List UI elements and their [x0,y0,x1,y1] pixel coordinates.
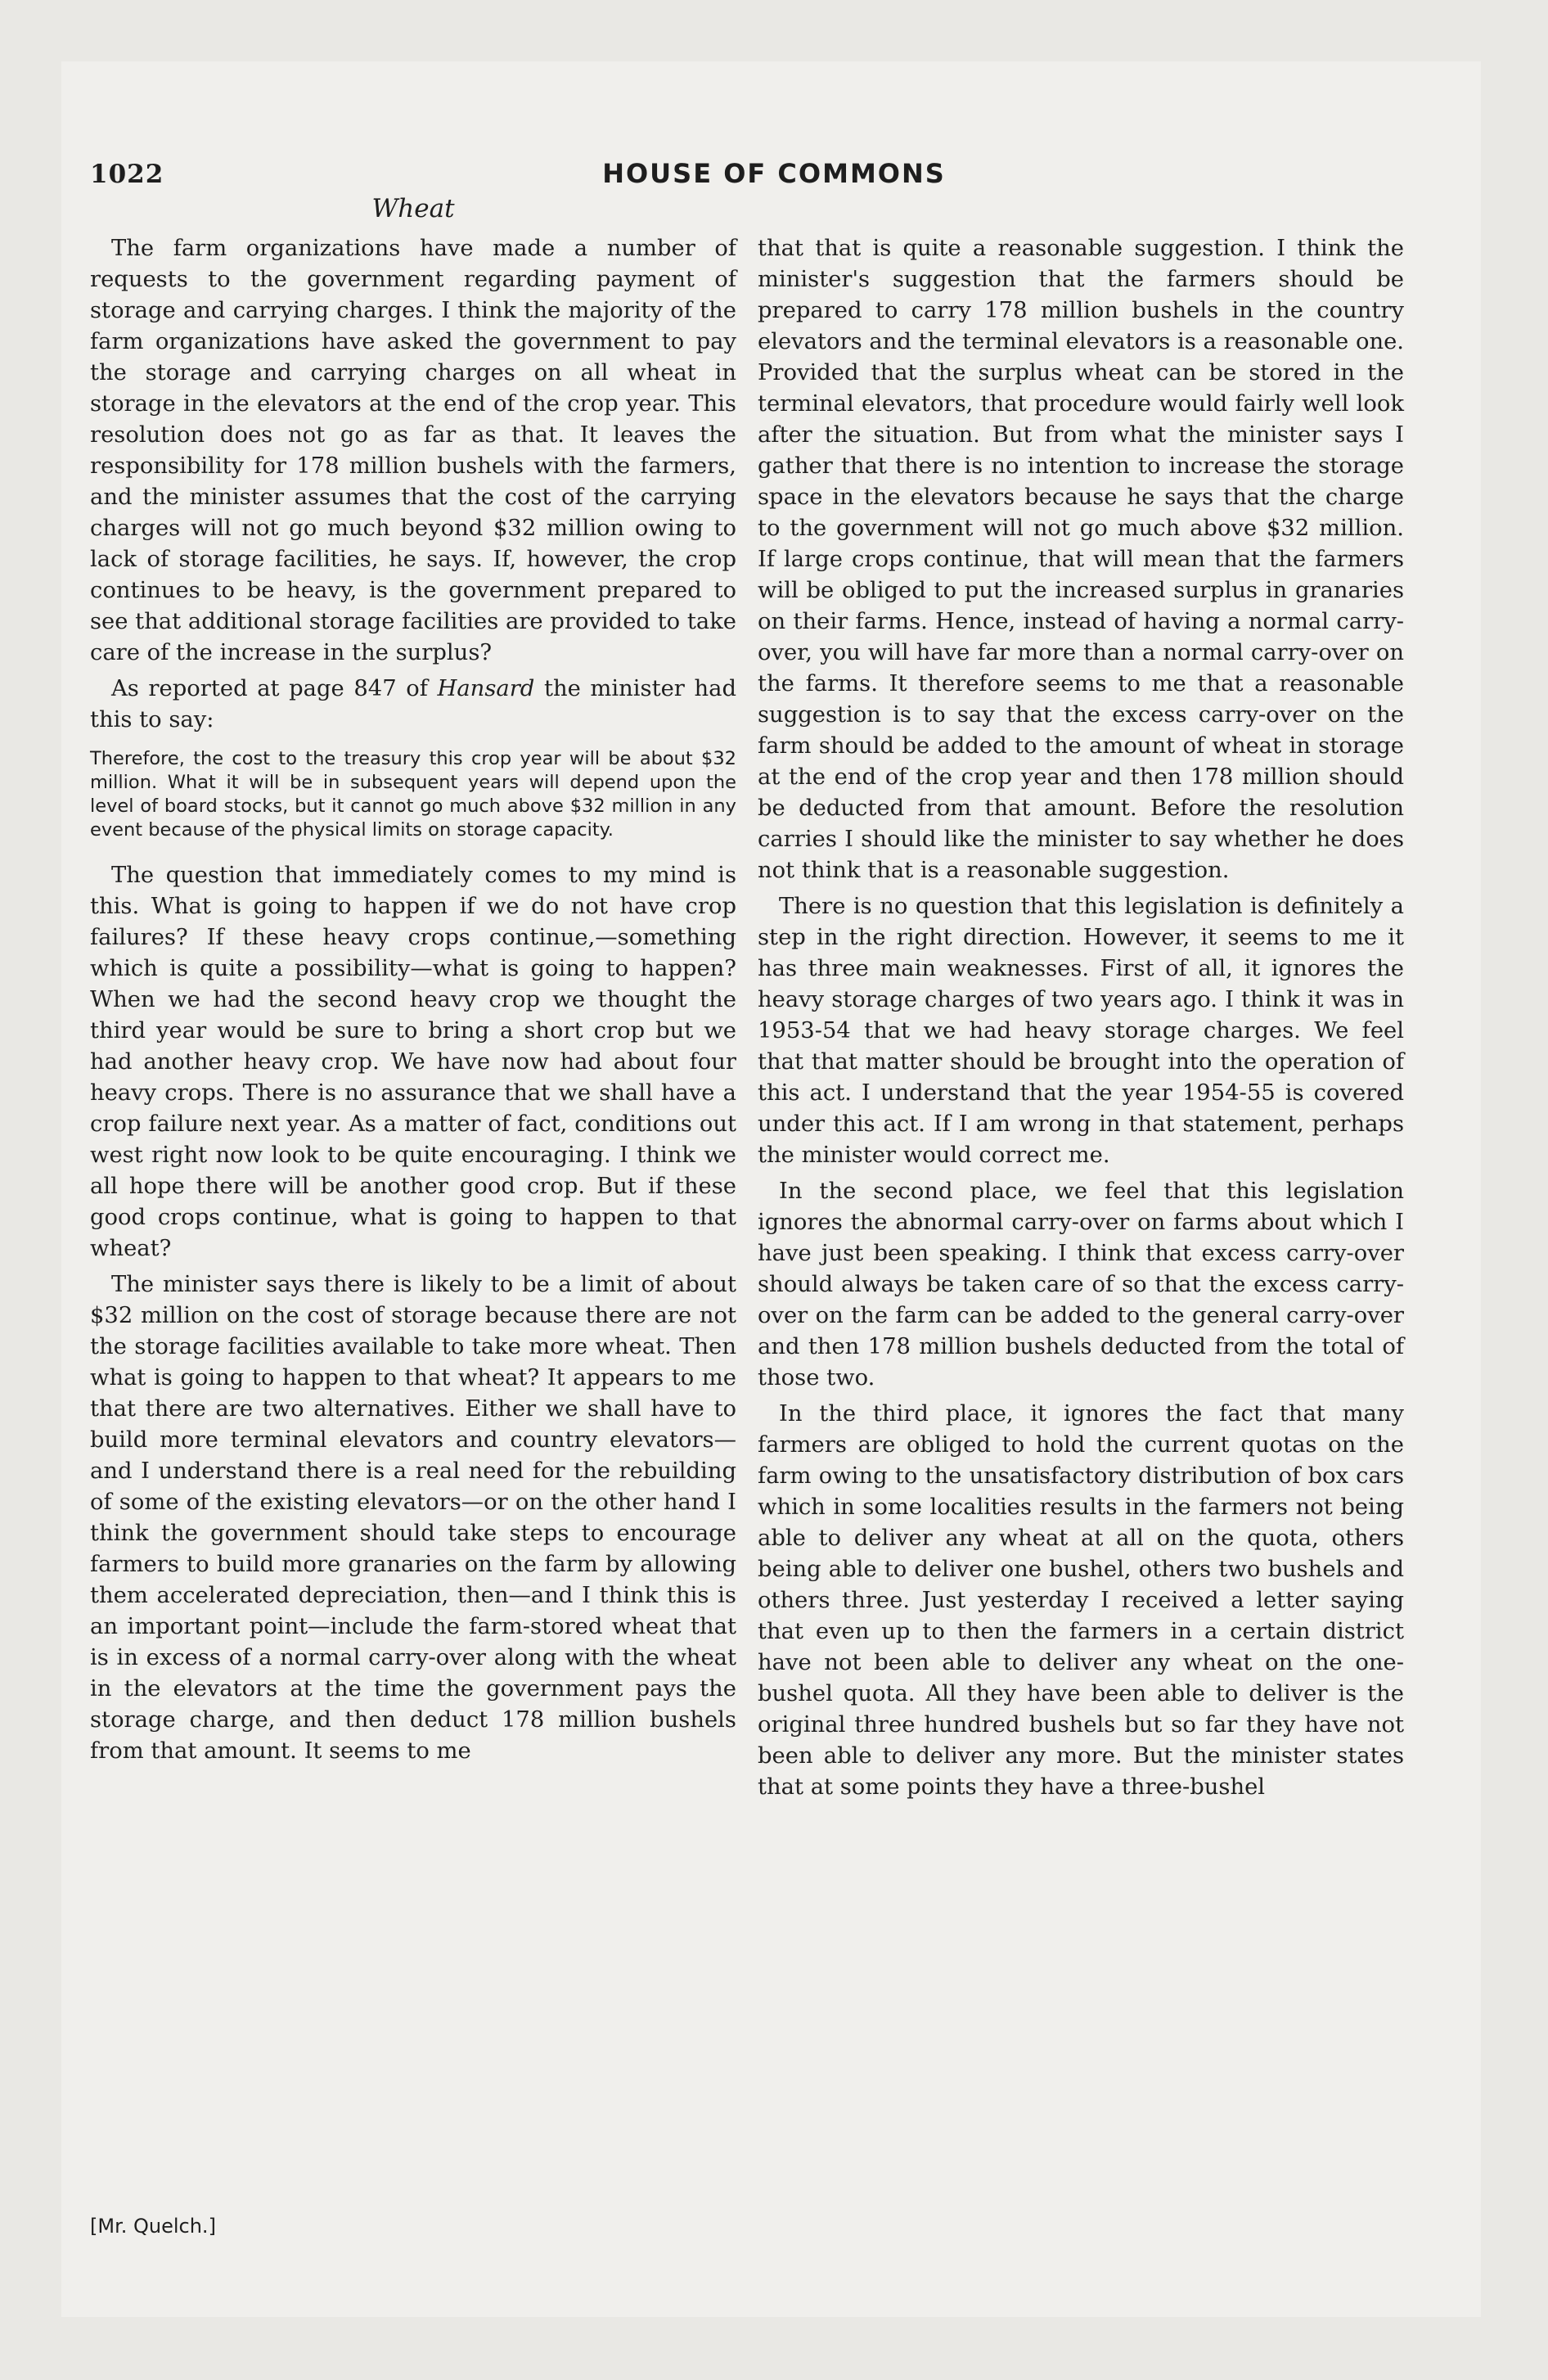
paragraph: The question that immediately comes to my mind is this. What is going to happen if we do not have crop failures? If these heavy crops continue,—something which is quite a possibility—what is going to happen? When we had the second heavy crop we thought the third year would be sure to bring a short crop but we had another heavy crop. We have now had about four heavy crops. There is no assurance that we shall have a crop failure next year. As a matter of fact, conditions out west right now look to be quite encouraging. I think we all hope there will be another good crop. But if these good crops continue, what is going to happen to that wheat? [90,863,736,1261]
paragraph-text: As reported at page 847 of [111,676,438,701]
hansard-reference: Hansard [437,676,535,701]
paragraph [90,674,736,736]
paragraph: The minister says there is likely to be a limit of about $32 million on the cost of storage because there are not the storage facilities available to take more wheat. Then what is going to happen to that wheat? It appears to me that there are two alternatives. Either we shall have to build more terminal elevators and country elevators—and I understand there is a real need for the rebuilding of some of the existing elevators—or on the other hand I think the government should take steps to encourage farmers to build more granaries on the farm by allowing them accelerated depreciation, then—and I think this is an important point—include the farm-stored wheat that is in excess of a normal carry-over along with the wheat in the elevators at the time the government pays the storage charge, and then deduct 178 million bushels from that amount. It seems to me [90,1272,736,1764]
block-quote: Therefore, the cost to the treasury this crop year will be about $32 million. What it will be in subsequent years will depend upon the level of board stocks, but it cannot go much above $32 million in any event because of the physical limits on storage capacity. [90,748,736,841]
paragraph: that that is quite a reasonable suggestion. I think the minister's suggestion that the farmers should be prepared to carry 178 million bushels in the country elevators and the terminal elevators is a reasonable one. Provided that the surplus wheat can be stored in the terminal elevators, that procedure would fairly well look after the situation. But from what the minister says I gather that there is no intention to increase the storage space in the elevators because he says that the charge to the government will not go much above $32 million. If large crops continue, that will mean that the farmers will be obliged to put the increased surplus in granaries on their farms. Hence, instead of having a normal carry-over, you will have far more than a normal carry-over on the farms. It therefore seems to me that a reasonable suggestion is to say that the excess carry-over on the farm should be added to the amount of wheat in storage at the end of the crop year and then 178 million should be deducted from that amount. Before the resolution carries I should like the minister to say whether he does not think that is a reasonable suggestion. [758,236,1404,883]
running-head: HOUSE OF COMMONS [602,158,946,189]
paragraph: In the second place, we feel that this legislation ignores the abnormal carry-over on farms about which I have just been speaking. I think that excess carry-over should always be taken care of so that the excess carry-over on the farm can be added to the general carry-over and then 178 million bushels deducted from the total of those two. [758,1179,1404,1391]
page-number: 1022 [90,160,164,189]
left-column [90,233,736,1767]
paragraph: In the third place, it ignores the fact that many farmers are obliged to hold the current quotas on the farm owing to the unsatisfactory distribution of box cars which in some localities results in the farmers not being able to deliver any wheat at all on the quota, others being able to deliver one bushel, others two bushels and others three. Just yesterday I received a letter saying that even up to then the farmers in a certain district have not been able to deliver any wheat on the one-bushel quota. All they have been able to deliver is the original three hundred bushels but so far they have not been able to deliver any more. But the minister states that at some points they have a three-bushel [758,1401,1404,1800]
section-heading: Wheat [371,194,455,223]
paragraph: The farm organizations have made a number of requests to the government regarding payment of storage and carrying charges. I think the majority of the farm organizations have asked the government to pay the storage and carrying charges on all wheat in storage in the elevators at the end of the crop year. This resolution does not go as far as that. It leaves the responsibility for 178 million bushels with the farmers, and the minister assumes that the cost of the carrying charges will not go much beyond $32 million owing to lack of storage facilities, he says. If, however, the crop continues to be heavy, is the government prepared to see that additional storage facilities are provided to take care of the increase in the surplus? [90,236,737,665]
paragraph-text: the minister had this to say: [90,676,737,732]
right-column [758,233,1404,1803]
speaker-footer: [Mr. Quelch.] [90,2215,216,2238]
paragraph: There is no question that this legislation is definitely a step in the right direction. However, it seems to me it has three main weaknesses. First of all, it ignores the heavy storage charges of two years ago. I think it was in 1953-54 that we had heavy storage charges. We feel that that matter should be brought into the operation of this act. I understand that the year 1954-55 is covered under this act. If I am wrong in that statement, perhaps the minister would correct me. [758,894,1404,1168]
